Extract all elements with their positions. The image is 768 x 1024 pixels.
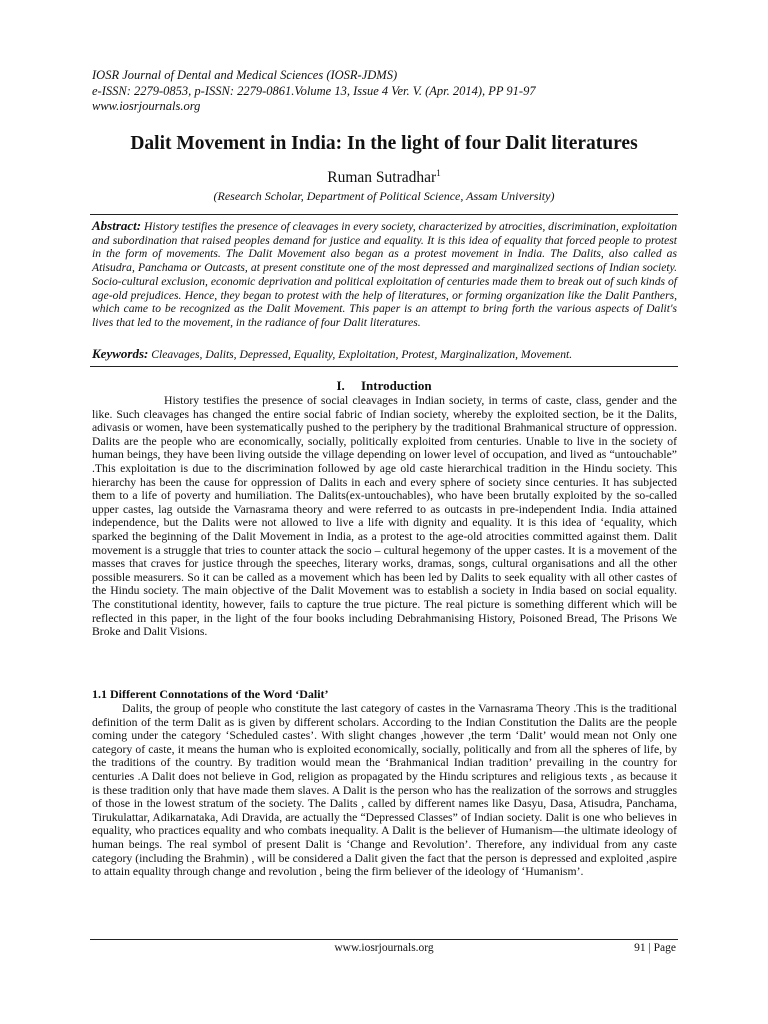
author-affiliation-marker: 1	[436, 168, 441, 178]
journal-website: www.iosrjournals.org	[92, 99, 201, 113]
journal-name: IOSR Journal of Dental and Medical Sciences (IOSR-JDMS)	[92, 68, 398, 82]
abstract-bottom-rule	[90, 366, 678, 367]
subsection-heading: 1.1 Different Connotations of the Word ‘Dalit’	[92, 687, 329, 701]
keywords-label: Keywords:	[92, 346, 149, 361]
paper-title: Dalit Movement in India: In the light of four Dalit literatures	[130, 133, 638, 154]
journal-issn-volume: e-ISSN: 2279-0853, p-ISSN: 2279-0861.Volume 13, Issue 4 Ver. V. (Apr. 2014), PP 91-97	[92, 83, 536, 98]
section-heading-introduction: I. Introduction	[336, 378, 432, 393]
keywords	[92, 347, 677, 362]
author-affiliation: (Research Scholar, Department of Political Science, Assam University)	[213, 189, 555, 203]
author-name: Ruman Sutradhar	[327, 169, 437, 187]
abstract-text: History testifies the presence of cleavages in every society, characterized by atrocities, discrimination, exploitation and subordination that raised peoples demand for justice and equality. It is this idea of equality that forced people to protest in the form of movements. The Dalit Movement also began as a protest movement in India. The Dalits, also called as Atisudra, Panchama or Outcasts, at present constitute one of the most depressed and marginalized sections of Indian society. Socio-cultural exclusion, economic deprivation and political exploitation of centuries made them to break out of such kinds of age-old prejudices. Hence, they began to protest with the help of literatures, or forming organization like the Dalit Panthers, which came to be recognized as the Dalit Movement. This paper is an attempt to bring forth the various aspects of Dalit's lives that led to the movement, in the radiance of four Dalit literatures.	[92, 220, 677, 329]
page-number: 91 | Page	[634, 942, 676, 954]
abstract-top-rule	[90, 214, 678, 215]
introduction-paragraph: History testifies the presence of social cleavages in Indian society, in terms of caste, class, gender and the like. Such cleavages has changed the entire social fabric of Indian society, whereby the exploited section, be it the Dalits, adivasis or women, have been systematically pushed to the periphery by the traditional Brahmanical structure of oppression. Dalits are the people who are economically, socially, politically exploited from centuries. Unable to live in the society of human beings, they have been living outside the village depending on lower level of occupation, and lived as “untouchable” .This exploitation is due to the discrimination followed by age old caste hierarchical tradition in the Hindu society. This hierarchy has been the cause for oppression of Dalits in each and every sphere of society since centuries. It has subjected them to a life of poverty and humiliation. The Dalits(ex-untouchables), who have been brutally exploited by the so-called upper castes, lag outside the Varnasrama theory and were referred to as outcasts in pre-independent India. India attained independence, but the Dalits were not allowed to live a life with dignity and equality. It is this idea of ‘equality, which sparked the beginning of the Dalit Movement in India, as a protest to the age-old atrocities committed against them. Dalit movement is a struggle that tries to counter attack the socio – cultural hegemony of the upper castes. It is a movement of the masses that craves for justice through the speeches, literary works, dramas, songs, cultural organisations and all the other possible measurers. So it can be called as a movement which has been led by Dalits to seek equality with all other castes of the Hindu society. The main objective of the Dalit Movement was to establish a society in India based on social equality. The constitutional identity, however, fails to capture the true picture. The real picture is something different which will be reflected in this paper, in the light of the four books including Debrahmanising History, Poisoned Bread, The Prisons We Broke and Dalit Visions.	[92, 394, 677, 639]
abstract	[92, 219, 677, 330]
footer-rule	[90, 939, 678, 940]
footer-url: www.iosrjournals.org	[334, 942, 434, 954]
keywords-text: Cleavages, Dalits, Depressed, Equality, Exploitation, Protest, Marginalization, Movement.	[151, 348, 573, 361]
journal-header	[92, 68, 536, 115]
author	[0, 168, 768, 187]
abstract-label: Abstract:	[92, 218, 142, 233]
subsection-paragraph: Dalits, the group of people who constitute the last category of castes in the Varnasrama Theory .This is the traditional definition of the term Dalit as is given by different scholars. According to the Indian Constitution the Dalits are the people coming under the category ‘Scheduled castes’. With slight changes ,however ,the term ‘Dalit’ would mean not Only one category of caste, it means the human who is exploited economically, socially, politically and from all the spheres of life, by the traditions of the country. By tradition would mean the ‘Brahmanical Indian tradition’ prevailing in the country for centuries .A Dalit does not believe in God, religion as propagated by the Hindu scriptures and religious texts , as because it is these tradition only that have made them slaves. A Dalit is the person who has the realization of the sorrows and struggles of those in the lowest stratum of the society. The Dalits , called by different names like Dasyu, Dasa, Atisudra, Panchama, Tirukulattar, Adikarnataka, Adi Dravida, are actually the “Depressed Classes” of Indian society. Dalit is one who believes in equality, who practices equality and who combats inequality. A Dalit is the believer of Humanism—the ultimate ideology of human beings. The real symbol of present Dalit is ‘Change and Revolution’. Therefore, any individual from any caste category (including the Brahmin) , will be considered a Dalit given the fact that the person is depressed and exploited ,aspire to attain equality through change and revolution , being the firm believer of the ideology of ‘Humanism’.	[92, 702, 677, 879]
